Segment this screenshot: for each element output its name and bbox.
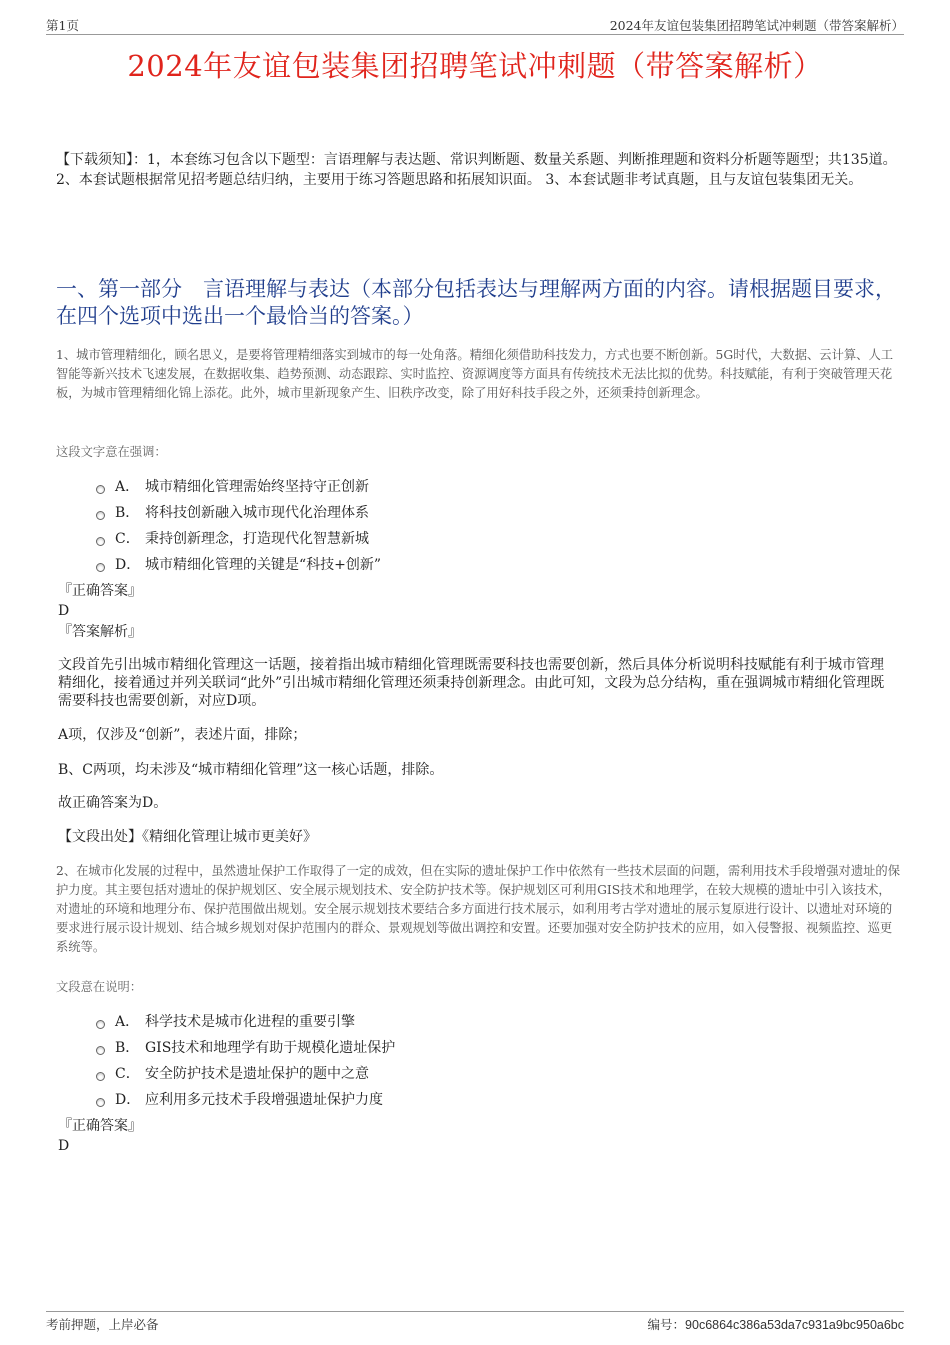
option-text: 安全防护技术是遗址保护的题中之意: [145, 1066, 369, 1082]
question-1-options: [96, 473, 381, 577]
analysis-source: 【文段出处】《精细化管理让城市更美好》: [58, 829, 317, 845]
option-text: 科学技术是城市化进程的重要引擎: [145, 1014, 355, 1030]
analysis-line: B、C两项，均未涉及“城市精细化管理”这一核心话题，排除。: [58, 762, 444, 778]
section-title: 一、第一部分 言语理解与表达（本部分包括表达与理解两方面的内容。请根据题目要求，在四个选项中选出一个最恰当的答案。）: [56, 277, 896, 328]
option-d[interactable]: D． 城市精细化管理的关键是“科技+创新”: [96, 551, 381, 577]
analysis-line: A项，仅涉及“创新”，表述片面，排除；: [58, 727, 307, 743]
option-text: 将科技创新融入城市现代化治理体系: [145, 505, 369, 521]
option-d[interactable]: D． 应利用多元技术手段增强遗址保护力度: [96, 1086, 395, 1112]
radio-icon[interactable]: [96, 563, 105, 572]
radio-icon[interactable]: [96, 1098, 105, 1107]
footer-slogan: 考前押题，上岸必备: [46, 1317, 159, 1332]
analysis-paragraph: 文段首先引出城市精细化管理这一话题，接着指出城市精细化管理既需要科技也需要创新，然后具体分析说明科技赋能有利于城市管理精细化，接着通过并列关联词“此外”引出城市精细化管理还须秉持创新理念。由此可知，文段为总分结构，重在强调城市精细化管理既需要科技也需要创新，对应D项。: [58, 657, 885, 709]
question-2-options: [96, 1008, 395, 1112]
question-2-text: 2、在城市化发展的过程中，虽然遗址保护工作取得了一定的成效，但在实际的遗址保护工作中依然有一些技术层面的问题，需利用技术手段增强对遗址的保护力度。其主要包括对遗址的保护规划区、安全展示规划技术、安全防护技术等。保护规划区可利用GIS技术和地理学，在较大规模的遗址中引入该技术，对遗址的环境和地理分布、保护范围做出规划。安全展示规划技术要结合多方面进行技术展示，如利用考古学对遗址的展示复原进行设计、以遗址对环境的要求进行展示设计规划、结合城乡规划对保护范围内的群众、景观规划等做出调控和安置。还要加强对安全防护技术的应用，如入侵警报、视频监控、巡更系统等。: [56, 864, 901, 954]
download-notice: 【下载须知】：1，本套练习包含以下题型：言语理解与表达题、常识判断题、数量关系题、判断推理题和资料分析题等题型；共135道。 2、本套试题根据常见招考题总结归纳，主要用于练习答题思路和拓展知识面。 3、本套试题非考试真题，且与友谊包装集团无关。: [56, 152, 897, 188]
answer-label: 『正确答案』: [58, 1118, 142, 1134]
option-b[interactable]: B． 将科技创新融入城市现代化治理体系: [96, 499, 381, 525]
radio-icon[interactable]: [96, 511, 105, 520]
option-text: 秉持创新理念，打造现代化智慧新城: [145, 531, 369, 547]
answer-label: 『正确答案』: [58, 583, 142, 599]
radio-icon[interactable]: [96, 1046, 105, 1055]
footer-code: 编号：90c6864c386a53da7c931a9bc950a6bc: [647, 1317, 904, 1332]
radio-icon[interactable]: [96, 485, 105, 494]
page-number: 第1页: [46, 18, 79, 33]
option-c[interactable]: C． 秉持创新理念，打造现代化智慧新城: [96, 525, 381, 551]
option-a[interactable]: A． 城市精细化管理需始终坚持守正创新: [96, 473, 381, 499]
option-text: 应利用多元技术手段增强遗址保护力度: [145, 1092, 383, 1108]
option-text: GIS技术和地理学有助于规模化遗址保护: [145, 1040, 396, 1056]
page-header: [46, 14, 904, 35]
analysis-line: 故正确答案为D。: [58, 795, 168, 811]
answer-value: D: [58, 1138, 70, 1154]
option-text: 城市精细化管理需始终坚持守正创新: [145, 479, 369, 495]
page-title: 2024年友谊包装集团招聘笔试冲刺题（带答案解析）: [127, 49, 823, 83]
option-b[interactable]: B． GIS技术和地理学有助于规模化遗址保护: [96, 1034, 395, 1060]
header-doc-title: 2024年友谊包装集团招聘笔试冲刺题（带答案解析）: [609, 18, 904, 33]
option-a[interactable]: A． 科学技术是城市化进程的重要引擎: [96, 1008, 395, 1034]
question-1-prompt: 这段文字意在强调：: [56, 445, 167, 459]
radio-icon[interactable]: [96, 1020, 105, 1029]
analysis-label: 『答案解析』: [58, 624, 142, 640]
option-text: 城市精细化管理的关键是“科技+创新”: [145, 557, 382, 573]
question-1-text: 1、城市管理精细化，顾名思义，是要将管理精细落实到城市的每一处角落。精细化须借助科技发力，方式也要不断创新。5G时代，大数据、云计算、人工智能等新兴技术飞速发展，在数据收集、趋势预测、动态跟踪、实时监控、资源调度等方面具有传统技术无法比拟的优势。科技赋能，有利于突破管理天花板，为城市管理精细化锦上添花。此外，城市里新现象产生、旧秩序改变，除了用好科技手段之外，还须秉持创新理念。: [56, 348, 894, 400]
radio-icon[interactable]: [96, 1072, 105, 1081]
radio-icon[interactable]: [96, 537, 105, 546]
page-footer: [46, 1311, 904, 1334]
answer-value: D: [58, 603, 70, 619]
option-c[interactable]: C． 安全防护技术是遗址保护的题中之意: [96, 1060, 395, 1086]
question-2-prompt: 文段意在说明：: [56, 980, 143, 994]
